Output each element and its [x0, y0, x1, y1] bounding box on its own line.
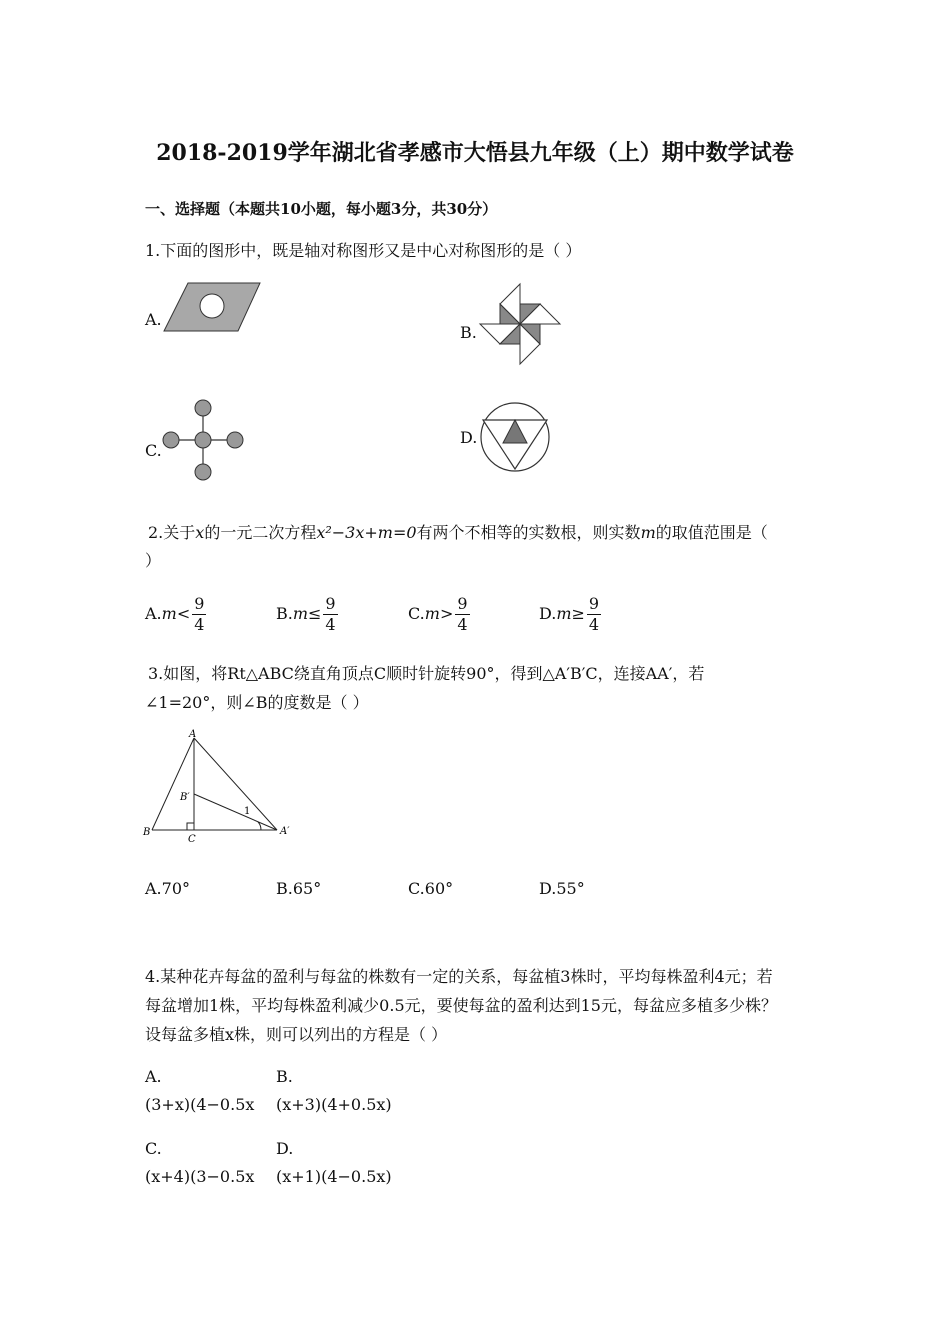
q4-option-b-label: B. — [276, 1067, 293, 1086]
q4-option-c-expr: (x+4)(3−0.5x — [145, 1167, 255, 1186]
q1-option-c-label: C. — [145, 441, 162, 460]
label-c: C — [188, 834, 196, 845]
question-4-line1: 4.某种花卉每盆的盈利与每盆的株数有一定的关系，每盆植3株时，平均每株盈利4元；若 — [145, 967, 773, 986]
question-4-line3: 设每盆多植x株，则可以列出的方程是（ ） — [145, 1025, 448, 1044]
q4-option-d-expr: (x+1)(4−0.5x) — [276, 1167, 392, 1186]
question-3-line2: ∠1=20°，则∠B的度数是（ ） — [145, 693, 369, 712]
q2-option-c: C.m> $\frac{9}{4}$ — [408, 594, 468, 634]
q2-option-a: A.m< $\frac{9}{4}$ — [145, 594, 205, 634]
q1-option-a-label: A. — [145, 310, 162, 329]
page-title: 2018-2019学年湖北省孝感市大悟县九年级（上）期中数学试卷 — [156, 140, 794, 166]
label-b-prime: B′ — [180, 792, 190, 803]
circle-hole — [200, 294, 224, 318]
question-4-line2: 每盆增加1株，平均每株盈利减少0.5元，要使每盆的盈利达到15元，每盆应多植多少株？ — [145, 996, 777, 1015]
q3-option-a: A.70° — [145, 879, 190, 898]
q3-triangle-figure — [140, 728, 300, 848]
q3-option-c: C.60° — [408, 879, 454, 898]
question-2-line1: 2.关于x的一元二次方程x²−3x+m=0有两个不相等的实数根，则实数m的取值范围是（ — [148, 523, 768, 542]
label-a: A — [189, 729, 197, 740]
q1-option-c-figure — [160, 398, 246, 482]
label-b: B — [143, 827, 151, 838]
q2-option-b: B.m≤ $\frac{9}{4}$ — [276, 594, 336, 634]
q1-option-a-figure — [160, 280, 264, 334]
q3-option-d: D.55° — [539, 879, 585, 898]
label-angle-1: 1 — [244, 806, 251, 817]
q4-option-d-label: D. — [276, 1139, 294, 1158]
label-a-prime: A′ — [280, 826, 290, 837]
question-2-line2: ） — [145, 551, 162, 570]
right-angle-mark — [187, 823, 194, 830]
question-3-line1: 3.如图，将Rt△ABC绕直角顶点C顺时针旋转90°，得到△A′B′C，连接AA′，若 — [148, 664, 705, 683]
q2-option-d: D.m≥ $\frac{9}{4}$ — [539, 594, 600, 634]
q4-option-b-expr: (x+3)(4+0.5x) — [276, 1095, 392, 1114]
q4-option-a-label: A. — [145, 1067, 162, 1086]
q1-option-b-label: B. — [460, 323, 477, 342]
question-1-stem: 1.下面的图形中，既是轴对称图形又是中心对称图形的是（ ） — [145, 241, 582, 260]
q1-option-b-figure — [478, 282, 564, 368]
q3-option-b: B.65° — [276, 879, 322, 898]
q4-option-a-expr: (3+x)(4−0.5x — [145, 1095, 255, 1114]
q4-option-c-label: C. — [145, 1139, 162, 1158]
q1-option-d-figure — [478, 400, 552, 474]
section-heading: 一、选择题（本题共10小题，每小题3分，共30分） — [145, 200, 498, 218]
q1-option-d-label: D. — [460, 428, 478, 447]
